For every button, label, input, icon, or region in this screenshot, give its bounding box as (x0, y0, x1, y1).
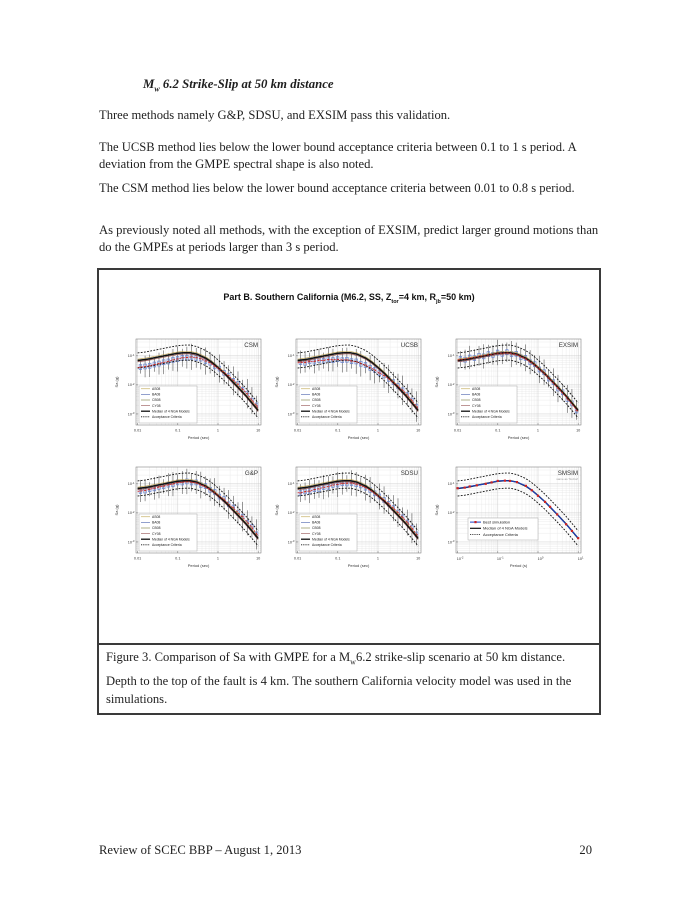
figure-title-text-mid: =4 km, R (398, 292, 436, 302)
svg-text:Sa (g): Sa (g) (274, 376, 279, 388)
svg-text:BA08: BA08 (152, 392, 161, 397)
svg-text:0.1: 0.1 (175, 556, 181, 561)
svg-text:Sa (g): Sa (g) (274, 504, 279, 516)
svg-text:0.01: 0.01 (293, 556, 302, 561)
svg-text:1: 1 (216, 428, 220, 433)
svg-text:Sa (g): Sa (g) (114, 504, 119, 516)
svg-text:SDSU: SDSU (400, 469, 418, 477)
svg-text:BA08: BA08 (312, 392, 321, 397)
svg-text:AS08: AS08 (312, 386, 321, 391)
svg-text:CB08: CB08 (312, 397, 321, 402)
figure-title-text: Part B. Southern California (M6.2, SS, Z (223, 292, 392, 302)
figure-title (99, 292, 599, 305)
svg-text:SMSIM: SMSIM (557, 469, 578, 477)
caption-subscript: w (350, 657, 356, 667)
svg-text:10-3: $10^{-3}$ (127, 538, 135, 545)
svg-text:10-1: $10^{-1}$ (127, 352, 135, 358)
svg-text:Period (s): Period (s) (509, 562, 528, 568)
svg-text:CY08: CY08 (312, 531, 321, 536)
svg-text:10-2: $10^{-2}$ (127, 509, 135, 516)
paragraph-4: As previously noted all methods, with the exception of EXSIM, predict larger ground motions than do the GMPEs at periods larger than 3 s period. (99, 223, 599, 254)
svg-text:10-2: $10^{-2}$ (447, 509, 455, 516)
svg-text:10-1: $10^{-1}$ (447, 352, 455, 358)
svg-text:Acceptance Criteria: Acceptance Criteria (152, 542, 182, 547)
figure-title-text-end: =50 km) (440, 292, 475, 302)
svg-text:0.1: 0.1 (335, 556, 341, 561)
svg-text:Sa (g): Sa (g) (434, 376, 439, 388)
svg-text:0.01: 0.01 (453, 428, 462, 433)
svg-text:Sa (g): Sa (g) (434, 504, 439, 516)
svg-text:Acceptance Criteria: Acceptance Criteria (312, 542, 342, 547)
svg-text:AS08: AS08 (472, 386, 481, 391)
svg-text:Median of 4 NGA Models: Median of 4 NGA Models (472, 409, 510, 414)
svg-text:10-1: $10^{-1}$ (287, 352, 295, 358)
svg-text:CY08: CY08 (152, 403, 161, 408)
svg-text:Median of 4 NGA Models: Median of 4 NGA Models (152, 409, 190, 414)
paragraph-2: The UCSB method lies below the lower bound acceptance criteria between 0.1 to 1 s period. A deviation from the GMPE spectral shape is also noted. (99, 140, 577, 171)
svg-text:Period (sec): Period (sec) (507, 434, 530, 440)
svg-text:10-3: $10^{-3}$ (287, 538, 295, 545)
svg-text:10-1: $10^{-1}$ (496, 555, 504, 561)
svg-text:Period (sec): Period (sec) (187, 562, 210, 568)
svg-text:1: 1 (536, 428, 540, 433)
svg-text:AS08: AS08 (152, 514, 161, 519)
svg-text:10: 10 (256, 556, 261, 561)
svg-text:10-1: $10^{-1}$ (287, 480, 295, 486)
svg-text:Acceptance Criteria: Acceptance Criteria (312, 414, 342, 419)
svg-text:10: 10 (416, 428, 421, 433)
svg-text:BA08: BA08 (152, 520, 161, 525)
subplot-exsim (431, 333, 587, 449)
svg-text:10-2: $10^{-2}$ (127, 381, 135, 388)
svg-text:Sa (g): Sa (g) (114, 376, 119, 388)
figure-box (97, 268, 601, 645)
svg-text:10-2: $10^{-2}$ (456, 555, 464, 561)
subplot-sdsu (271, 461, 427, 577)
svg-text:1: 1 (216, 556, 220, 561)
svg-text:Median of 4 NGA Models: Median of 4 NGA Models (152, 537, 190, 542)
svg-text:CB08: CB08 (312, 525, 321, 530)
svg-text:10: 10 (576, 428, 581, 433)
svg-text:100: $10^0$ (537, 555, 544, 561)
svg-text:CB08: CB08 (152, 525, 161, 530)
svg-text:0.1: 0.1 (175, 428, 181, 433)
svg-text:Acceptance Criteria: Acceptance Criteria (152, 414, 182, 419)
svg-text:0.1: 0.1 (495, 428, 501, 433)
footer-text: Review of SCEC BBP – August 1, 2013 (99, 843, 302, 857)
svg-text:Period (sec): Period (sec) (187, 434, 210, 440)
caption-text-rest: 6.2 strike-slip scenario at 50 km distance. Depth to the top of the fault is 4 km. The southern California velocity model was used in the simulations. (106, 650, 572, 706)
svg-text:Median of 4 NGA Models: Median of 4 NGA Models (312, 409, 350, 414)
svg-text:BA08: BA08 (472, 392, 481, 397)
svg-text:10-1: $10^{-1}$ (447, 480, 455, 486)
svg-text:CSM: CSM (244, 341, 258, 349)
svg-text:101: $10^1$ (577, 555, 584, 561)
svg-text:10-2: $10^{-2}$ (287, 509, 295, 516)
svg-text:10-3: $10^{-3}$ (127, 410, 135, 417)
heading-text-rest: 6.2 Strike-Slip at 50 km distance (159, 77, 334, 91)
paragraph-3: The CSM method lies below the lower bound acceptance criteria between 0.01 to 0.8 s period. (99, 181, 575, 195)
svg-text:Median of 4 NGA Models: Median of 4 NGA Models (483, 525, 528, 531)
subplot-csm (111, 333, 267, 449)
svg-text:Period (sec): Period (sec) (347, 562, 370, 568)
svg-text:CY08: CY08 (152, 531, 161, 536)
svg-text:10-1: $10^{-1}$ (127, 480, 135, 486)
svg-text:Best simulation: Best simulation (483, 519, 511, 525)
svg-text:10-3: $10^{-3}$ (447, 410, 455, 417)
svg-text:Acceptance Criteria: Acceptance Criteria (483, 531, 518, 537)
svg-text:Period (sec): Period (sec) (347, 434, 370, 440)
figure-title-sub-tor: tor (391, 298, 399, 305)
svg-text:1: 1 (376, 428, 380, 433)
svg-text:0.01: 0.01 (293, 428, 302, 433)
svg-text:same as 'NoCal': same as 'NoCal' (556, 476, 578, 481)
svg-text:10-2: $10^{-2}$ (447, 381, 455, 388)
svg-text:10-3: $10^{-3}$ (287, 410, 295, 417)
page-number: 20 (579, 843, 592, 857)
svg-text:10: 10 (256, 428, 261, 433)
svg-text:G&P: G&P (244, 469, 258, 477)
svg-text:Acceptance Criteria: Acceptance Criteria (472, 414, 502, 419)
svg-text:0.01: 0.01 (133, 556, 142, 561)
svg-text:CY08: CY08 (312, 403, 321, 408)
svg-text:10-3: $10^{-3}$ (447, 538, 455, 545)
svg-text:UCSB: UCSB (400, 341, 418, 349)
svg-text:EXSIM: EXSIM (558, 341, 578, 349)
svg-text:0.01: 0.01 (133, 428, 142, 433)
paragraph-1: Three methods namely G&P, SDSU, and EXSIM pass this validation. (99, 108, 451, 122)
figure-title-sub-jb: jb (435, 298, 441, 305)
svg-text:Median of 4 NGA Models: Median of 4 NGA Models (312, 537, 350, 542)
figure-panels (99, 333, 599, 577)
svg-text:CB08: CB08 (472, 397, 481, 402)
svg-text:CB08: CB08 (152, 397, 161, 402)
heading-subscript: w (154, 84, 160, 94)
svg-text:0.1: 0.1 (335, 428, 341, 433)
svg-text:10: 10 (416, 556, 421, 561)
svg-text:BA08: BA08 (312, 520, 321, 525)
heading-text: M (143, 77, 155, 91)
svg-text:CY08: CY08 (472, 403, 481, 408)
svg-text:AS08: AS08 (312, 514, 321, 519)
section-heading (143, 77, 334, 94)
svg-text:AS08: AS08 (152, 386, 161, 391)
figure-caption (97, 643, 601, 715)
caption-text: Figure 3. Comparison of Sa with GMPE for a M (106, 650, 351, 664)
svg-text:1: 1 (376, 556, 380, 561)
subplot-gp (111, 461, 267, 577)
subplot-ucsb (271, 333, 427, 449)
svg-text:10-2: $10^{-2}$ (287, 381, 295, 388)
subplot-smsim (431, 461, 587, 577)
